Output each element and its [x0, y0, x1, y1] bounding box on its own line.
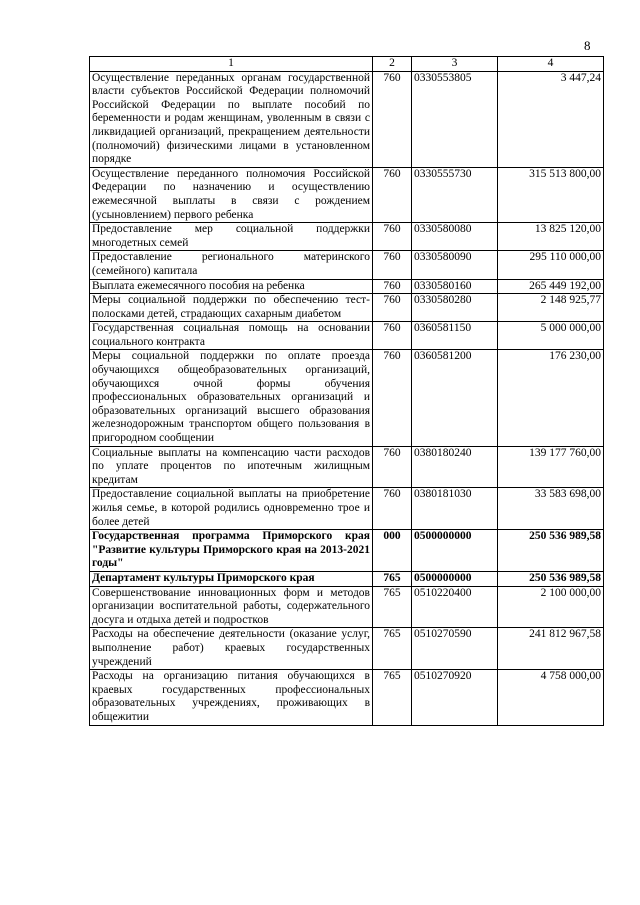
row-description: Департамент культуры Приморского края [90, 571, 373, 586]
table-row [90, 530, 604, 572]
page-number: 8 [584, 38, 591, 53]
column-header-amount: 4 [498, 57, 604, 72]
row-ministry-code: 000 [373, 530, 412, 572]
row-target-code: 0510220400 [412, 586, 498, 628]
row-ministry-code: 765 [373, 670, 412, 725]
row-amount: 250 536 989,58 [498, 571, 604, 586]
row-amount: 13 825 120,00 [498, 223, 604, 251]
table-row [90, 71, 604, 167]
row-ministry-code: 765 [373, 628, 412, 670]
table-row [90, 628, 604, 670]
column-header-ministry: 2 [373, 57, 412, 72]
row-description: Совершенствование инновационных форм и методов организации воспитательной работы, содержательного досуга и отдыха детей и подростков [90, 586, 373, 628]
table-row [90, 294, 604, 322]
row-amount: 315 513 800,00 [498, 167, 604, 222]
table-row [90, 251, 604, 279]
row-amount: 3 447,24 [498, 71, 604, 167]
table-row [90, 322, 604, 350]
row-target-code: 0510270920 [412, 670, 498, 725]
row-amount: 241 812 967,58 [498, 628, 604, 670]
column-header-description: 1 [90, 57, 373, 72]
row-ministry-code: 760 [373, 488, 412, 530]
row-description: Государственная социальная помощь на основании социального контракта [90, 322, 373, 350]
row-target-code: 0500000000 [412, 530, 498, 572]
row-ministry-code: 760 [373, 167, 412, 222]
row-description: Меры социальной поддержки по обеспечению тест-полосками детей, страдающих сахарным диабетом [90, 294, 373, 322]
table-row [90, 488, 604, 530]
row-target-code: 0360581150 [412, 322, 498, 350]
row-description: Выплата ежемесячного пособия на ребенка [90, 279, 373, 294]
row-amount: 250 536 989,58 [498, 530, 604, 572]
row-ministry-code: 760 [373, 71, 412, 167]
row-description: Предоставление социальной выплаты на приобретение жилья семье, в которой родились одновременно трое и более детей [90, 488, 373, 530]
row-target-code: 0380181030 [412, 488, 498, 530]
table-row [90, 279, 604, 294]
column-header-target: 3 [412, 57, 498, 72]
row-amount: 4 758 000,00 [498, 670, 604, 725]
row-ministry-code: 760 [373, 251, 412, 279]
row-target-code: 0360581200 [412, 350, 498, 446]
row-description: Социальные выплаты на компенсацию части расходов по уплате процентов по ипотечным жилищным кредитам [90, 446, 373, 488]
row-ministry-code: 760 [373, 223, 412, 251]
row-target-code: 0330580280 [412, 294, 498, 322]
row-description: Расходы на обеспечение деятельности (оказание услуг, выполнение работ) краевых государственных учреждений [90, 628, 373, 670]
table-row [90, 571, 604, 586]
row-description: Предоставление мер социальной поддержки многодетных семей [90, 223, 373, 251]
table-row [90, 350, 604, 446]
row-target-code: 0500000000 [412, 571, 498, 586]
row-amount: 2 100 000,00 [498, 586, 604, 628]
row-amount: 295 110 000,00 [498, 251, 604, 279]
row-ministry-code: 765 [373, 586, 412, 628]
row-target-code: 0510270590 [412, 628, 498, 670]
row-target-code: 0330580080 [412, 223, 498, 251]
row-ministry-code: 760 [373, 279, 412, 294]
row-amount: 265 449 192,00 [498, 279, 604, 294]
row-description: Осуществление переданного полномочия Российской Федерации по назначению и осуществлению ежемесячной выплаты в связи с рождением (усыновлением) первого ребенка [90, 167, 373, 222]
row-ministry-code: 765 [373, 571, 412, 586]
row-target-code: 0330580160 [412, 279, 498, 294]
row-target-code: 0330553805 [412, 71, 498, 167]
table-row [90, 446, 604, 488]
row-description: Осуществление переданных органам государственной власти субъектов Российской Федерации полномочий Российской Федерации по выплате пособий по беременности и родам женщинам, уволенным в связи с ликвидацией организаций, прекращением деятельности (полномочий) физическими лицами в установленном порядке [90, 71, 373, 167]
row-description: Государственная программа Приморского края "Развитие культуры Приморского края на 2013-2021 годы" [90, 530, 373, 572]
row-description: Меры социальной поддержки по оплате проезда обучающихся общеобразовательных организаций, обучающихся очной формы обучения профессиональных образовательных организаций и образовательных организаций высшего образования железнодорожным транспортом общего пользования в пригородном сообщении [90, 350, 373, 446]
table-row [90, 223, 604, 251]
row-description: Предоставление регионального материнского (семейного) капитала [90, 251, 373, 279]
row-amount: 139 177 760,00 [498, 446, 604, 488]
row-amount: 2 148 925,77 [498, 294, 604, 322]
row-ministry-code: 760 [373, 350, 412, 446]
row-ministry-code: 760 [373, 294, 412, 322]
row-ministry-code: 760 [373, 322, 412, 350]
table-row [90, 167, 604, 222]
row-target-code: 0330580090 [412, 251, 498, 279]
row-target-code: 0330555730 [412, 167, 498, 222]
table-row [90, 670, 604, 725]
row-description: Расходы на организацию питания обучающихся в краевых государственных профессиональных образовательных учреждениях, проживающих в общежитии [90, 670, 373, 725]
row-target-code: 0380180240 [412, 446, 498, 488]
table-header-row [90, 57, 604, 72]
row-amount: 176 230,00 [498, 350, 604, 446]
row-amount: 33 583 698,00 [498, 488, 604, 530]
row-amount: 5 000 000,00 [498, 322, 604, 350]
row-ministry-code: 760 [373, 446, 412, 488]
table-row [90, 586, 604, 628]
budget-table [89, 56, 604, 726]
